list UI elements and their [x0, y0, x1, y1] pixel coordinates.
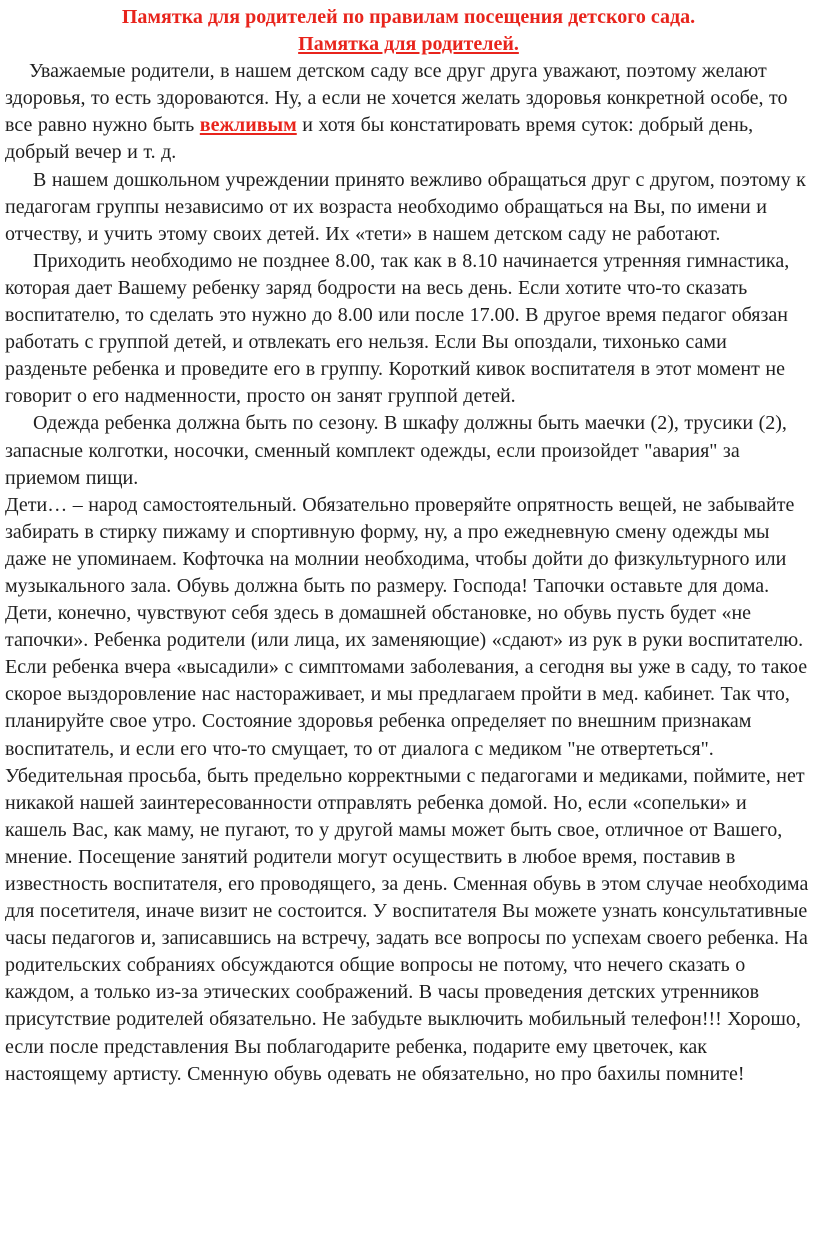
paragraph-greeting-start: Уважаемые родители, в нашем детском саду все друг друга уважают, поэтому желают здоровья, то есть здороваются. Ну, а если не хочется желать здоровья конкретной особе, то все равно нужно быть: [5, 60, 788, 137]
paragraph-address: В нашем дошкольном учреждении принято вежливо обращаться друг с другом, поэтому к педагогам группы независимо от их возраста необходимо обращаться на Вы, по имени и отчеству, и учить этому своих детей. Их «тети» в нашем детском саду не работают.: [5, 168, 806, 245]
emphasis-polite: вежливым: [199, 114, 297, 137]
paragraph-rules: Дети… – народ самостоятельный. Обязательно проверяйте опрятность вещей, не забывайте забирать в стирку пижаму и спортивную форму, ну, а про ежедневную смену одежды мы даже не упоминаем. Кофточка на молнии необходима, чтобы дойти до физкультурного или музыкального зала. Обувь должна быть по размеру. Господа! Тапочки оставьте для дома. Дети, конечно, чувствуют себя здесь в домашней обстановке, но обувь пусть будет «не тапочки». Ребенка родители (или лица, их заменяющие) «сдают» из рук в руки воспитателю. Если ребенка вчера «высадили» с симптомами заболевания, а сегодня вы уже в саду, то такое скорое выздоровление нас настораживает, и мы предлагаем пройти в мед. кабинет. Так что, планируйте свое утро. Состояние здоровья ребенка определяет по внешним признакам воспитатель, и если его что-то смущает, то от диалога с медиком "не отвертеться". Убедительная просьба, быть предельно корректными с педагогами и медиками, поймите, нет никакой нашей заинтересованности отправлять ребенка домой. Но, если «сопельки» и кашель Вас, как маму, не пугают, то у другой мамы может быть свое, отличное от Вашего, мнение. Посещение занятий родители могут осуществить в любое время, поставив в известность воспитателя, его проводящего, за день. Сменная обувь в этом случае необходима для посетителя, иначе визит не состоится. У воспитателя Вы можете узнать консультативные часы педагогов и, записавшись на встречу, задать все вопросы по успехам своего ребенка. На родительских собраниях обсуждаются общие вопросы не потому, что нечего сказать о каждом, а только из-за этических соображений. В часы проведения детских утренников присутствие родителей обязательно. Не забудьте выключить мобильный телефон!!! Хорошо, если после представления Вы поблагодарите ребенка, подарите ему цветочек, как настоящему артисту. Сменную обувь одевать не обязательно, но про бахилы помните!: [5, 493, 809, 1085]
paragraph-greeting: [5, 58, 812, 166]
paragraph-clothing: Одежда ребенка должна быть по сезону. В шкафу должны быть маечки (2), трусики (2), запасные колготки, носочки, сменный комплект одежды, если произойдет "авария" за приемом пищи.: [5, 412, 787, 489]
paragraph-arrival: Приходить необходимо не позднее 8.00, так как в 8.10 начинается утренняя гимнастика, которая дает Вашему ребенку заряд бодрости на весь день. Если хотите что-то сказать воспитателю, то сделать это нужно до 8.00 или после 17.00. В другое время педагог обязан работать с группой детей, и отвлекать его нельзя. Если Вы опоздали, тихонько сами разденьте ребенка и проведите его в группу. Короткий кивок воспитателя в этот момент не говорит о его надменности, просто он занят группой детей.: [5, 249, 790, 408]
document-subtitle: Памятка для родителей.: [298, 33, 519, 56]
paragraph-greeting-end: и хотя бы констатировать время суток: добрый день, добрый вечер и т. д.: [5, 114, 754, 164]
document-title: Памятка для родителей по правилам посещения детского сада.: [121, 6, 696, 28]
